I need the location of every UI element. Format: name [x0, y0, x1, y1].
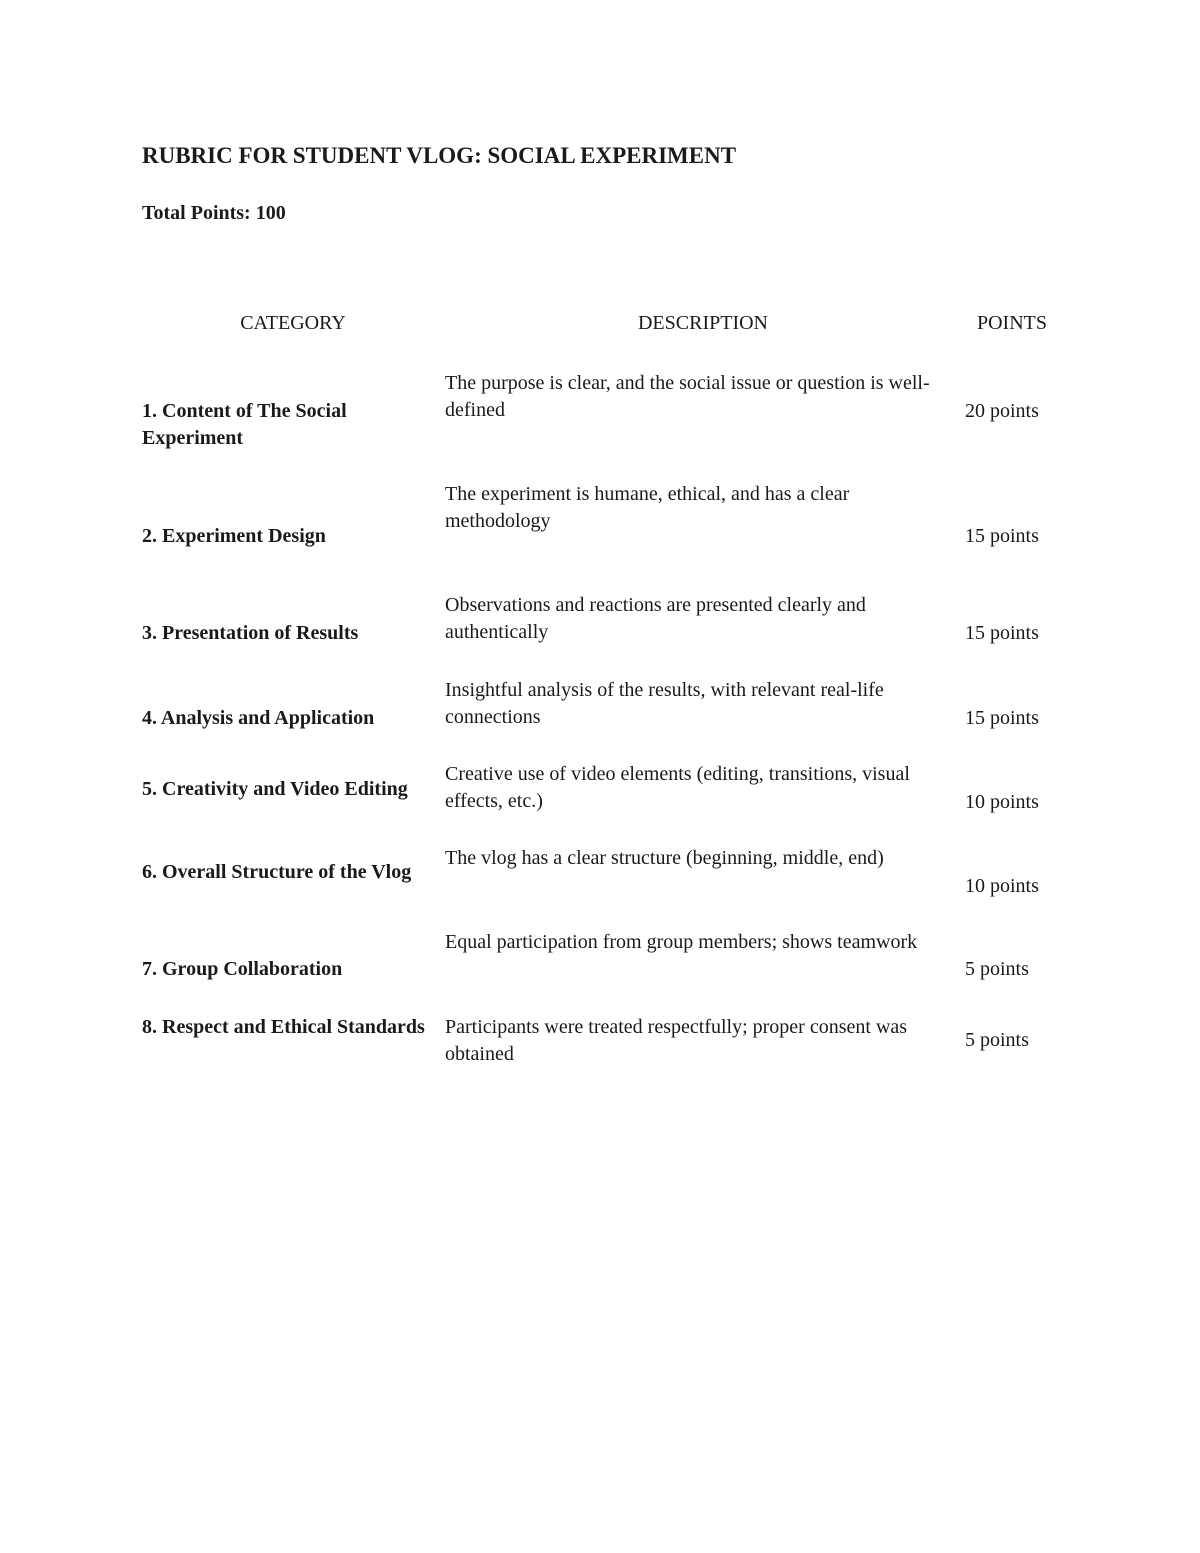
row-description: Insightful analysis of the results, with relevant real-life connections: [445, 679, 884, 728]
row-points: 15 points: [965, 622, 1039, 644]
row-category: 4. Analysis and Application: [142, 707, 375, 729]
row-description: Participants were treated respectfully; proper consent was obtained: [445, 1016, 908, 1065]
row-description: Observations and reactions are presented clearly and authentically: [445, 594, 866, 643]
row-category: 8. Respect and Ethical Standards: [142, 1016, 425, 1038]
row-points: 10 points: [965, 791, 1039, 813]
header-category: CATEGORY: [240, 312, 346, 334]
row-points: 15 points: [965, 525, 1039, 547]
row-points: 15 points: [965, 707, 1039, 729]
row-description: The vlog has a clear structure (beginning, middle, end): [445, 847, 884, 869]
row-points: 10 points: [965, 875, 1039, 897]
row-category: 6. Overall Structure of the Vlog: [142, 861, 412, 883]
row-category: 5. Creativity and Video Editing: [142, 778, 408, 800]
row-description: Creative use of video elements (editing, transitions, visual effects, etc.): [445, 763, 910, 812]
row-description: Equal participation from group members; shows teamwork: [445, 931, 918, 953]
row-points: 20 points: [965, 400, 1039, 422]
row-category: 2. Experiment Design: [142, 525, 326, 547]
header-description: DESCRIPTION: [637, 312, 768, 334]
total-points: Total Points: 100: [142, 202, 286, 224]
row-points: 5 points: [965, 958, 1029, 980]
row-category: 3. Presentation of Results: [142, 622, 359, 644]
row-category: 7. Group Collaboration: [142, 958, 343, 980]
row-points: 5 points: [965, 1029, 1029, 1051]
row-description: The experiment is humane, ethical, and has a clear methodology: [445, 483, 850, 532]
row-category: 1. Content of The Social Experiment: [142, 400, 347, 449]
row-description: The purpose is clear, and the social issue or question is well-defined: [445, 372, 930, 421]
header-points: POINTS: [976, 312, 1047, 334]
document-title: RUBRIC FOR STUDENT VLOG: SOCIAL EXPERIMENT: [142, 143, 737, 168]
